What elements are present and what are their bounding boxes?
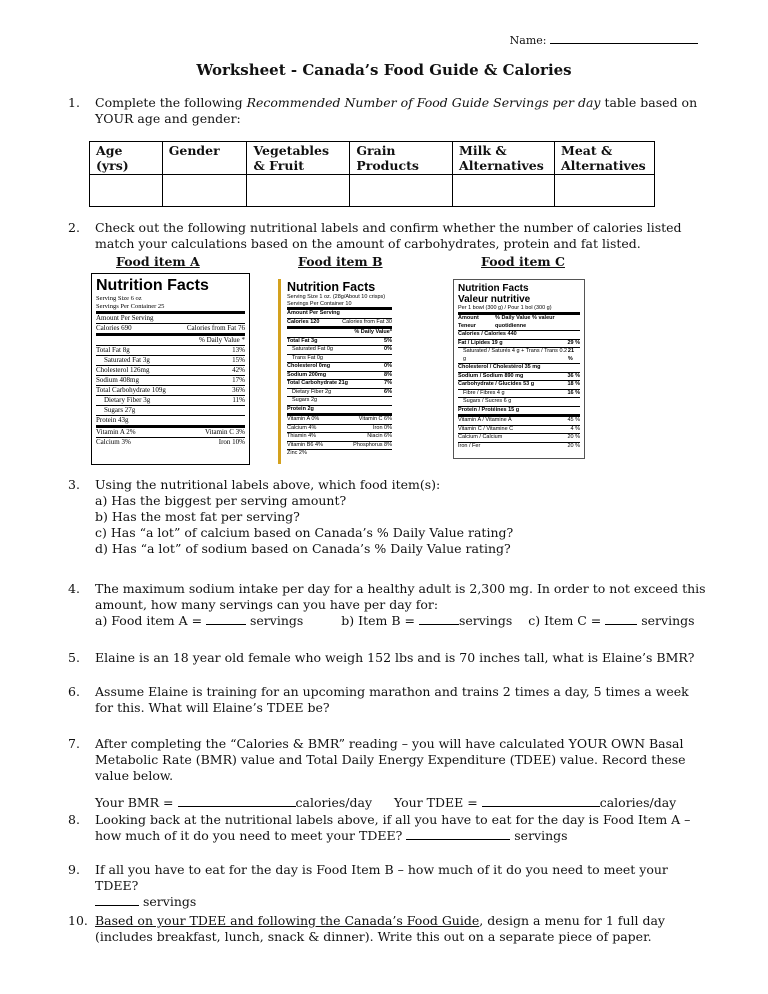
- label-title: Nutrition Facts: [96, 277, 209, 294]
- nutrient-row: Sodium / Sodium 890 mg 36 %: [458, 372, 580, 379]
- question-text: Complete the following Recommended Number of Food Guide Servings per day table based on YOUR age and gender:: [95, 95, 698, 126]
- answer-blank-a[interactable]: [206, 613, 246, 625]
- nutrient-row: Trans Fat 0g: [287, 354, 392, 363]
- worksheet-title: Worksheet - Canada’s Food Guide & Calories: [196, 61, 572, 79]
- nutrient-row: Saturated Fat 0g 0%: [287, 345, 392, 354]
- question-text: The maximum sodium intake per day for a healthy adult is 2,300 mg. In order to not exceed this amount, how many servings can you have per day for: a) Food item A = servings b) Item B = servings c) Item C = servings: [95, 581, 708, 629]
- tdee-blank[interactable]: [482, 795, 600, 807]
- nutrient-row: Sugars 27g: [96, 405, 245, 415]
- vitamin-row: Zinc 2%: [287, 449, 392, 458]
- vitamin-row: Calcium 3% Iron 10%: [96, 438, 245, 446]
- daily-value-header: % Daily Value *: [96, 333, 245, 345]
- sub-question: b) Has the most fat per serving?: [95, 509, 300, 524]
- vitamin-row: Vitamin A 2% Vitamin C 3%: [96, 425, 245, 437]
- vitamin-row: Vitamin B6 4% Phosphorus 8%: [287, 441, 392, 448]
- question-number: 6.: [68, 684, 80, 699]
- question-text: Check out the following nutritional labels and confirm whether the number of calories listed match your calculations based on the amount of carbohydrates, protein and fat listed.: [95, 220, 682, 251]
- nutrient-row: Dietary Fiber 3g 11%: [96, 395, 245, 405]
- question-text: Looking back at the nutritional labels above, if all you have to eat for the day is Food Item A – how much of it do you need to meet your TDEE? servings: [95, 812, 691, 843]
- vitamin-row: Calcium / Calcium 20 %: [458, 434, 580, 440]
- food-item-b-label: Food item B: [298, 254, 383, 269]
- question-4: [68, 581, 708, 629]
- col-milk-alternatives: Milk & Alternatives: [453, 142, 555, 175]
- answer-blank[interactable]: [406, 828, 510, 840]
- question-1: [68, 95, 708, 127]
- nutrient-row: Sugars 2g: [287, 396, 392, 405]
- sub-question: d) Has “a lot” of sodium based on Canada’s % Daily Value rating?: [95, 541, 511, 556]
- nutrient-row: Dietary Fiber 2g 6%: [287, 388, 392, 397]
- calories-row: Calories 690 Calories from Fat 76: [96, 324, 245, 332]
- nutrient-row: Sodium 200mg 8%: [287, 371, 392, 378]
- vitamin-row: Thiamin 4% Niacin 6%: [287, 433, 392, 439]
- serving-size: Serving Size 6 oz: [96, 295, 142, 302]
- calories-row: Calories 120 Calories from Fat 30: [287, 318, 392, 325]
- label-title: Nutrition Facts: [458, 283, 529, 294]
- cell-gender[interactable]: [162, 175, 247, 207]
- nutrient-row: Saturated / Saturés 4 g + Trans / Trans 0.2 g 21 %: [458, 347, 580, 363]
- question-5: [68, 650, 708, 666]
- vitamin-row: Vitamin C / Vitamine C 4 %: [458, 425, 580, 432]
- servings-per-container: Servings Per Container 25: [96, 303, 165, 310]
- question-number: 2.: [68, 220, 80, 235]
- servings-per-container: Servings Per Container 10: [287, 300, 352, 307]
- question-text: Assume Elaine is training for an upcoming marathon and trains 2 times a day, 5 times a week for this. What will Elaine’s TDEE be?: [95, 684, 689, 715]
- col-grain-products: Grain Products: [350, 142, 453, 175]
- question-number: 9.: [68, 862, 80, 877]
- cell-meat-alternatives[interactable]: [554, 175, 654, 207]
- nutrient-row: Protein 2g: [287, 405, 392, 414]
- nutrient-row: Total Fat 3g 5%: [287, 337, 392, 344]
- question-3: [68, 477, 708, 557]
- nutrition-label-a: [91, 273, 250, 465]
- question-number: 3.: [68, 477, 80, 492]
- question-number: 8.: [68, 812, 80, 827]
- nutrient-row: Protein 43g: [96, 415, 245, 425]
- question-text: Based on your TDEE and following the Canada’s Food Guide, design a menu for 1 full day (includes breakfast, lunch, snack & dinner). Write this out on a separate piece of paper.: [95, 913, 665, 944]
- cell-vegetables-fruit[interactable]: [247, 175, 350, 207]
- bmr-blank[interactable]: [178, 795, 296, 807]
- name-field: [510, 33, 698, 49]
- cell-milk-alternatives[interactable]: [453, 175, 555, 207]
- question-number: 7.: [68, 736, 80, 751]
- question-2: [68, 220, 708, 252]
- label-title-fr: Valeur nutritive: [458, 294, 531, 305]
- question-text: If all you have to eat for the day is Food Item B – how much of it do you need to meet your TDEE? servings: [95, 862, 668, 909]
- amount-per-serving: Amount Per Serving: [96, 311, 245, 323]
- question-10: [68, 913, 708, 945]
- daily-value-header: % Daily Value*: [287, 326, 392, 337]
- nutrition-label-b: [278, 279, 396, 464]
- cell-grain-products[interactable]: [350, 175, 453, 207]
- cell-age[interactable]: [90, 175, 163, 207]
- nutrient-row: Cholesterol / Cholestérol 35 mg: [458, 363, 580, 372]
- col-vegetables-fruit: Vegetables & Fruit: [247, 142, 350, 175]
- answer-blank[interactable]: [95, 894, 139, 906]
- nutrient-row: Fibre / Fibres 4 g 16 %: [458, 389, 580, 398]
- question-number: 1.: [68, 95, 80, 110]
- question-text: After completing the “Calories & BMR” reading – you will have calculated YOUR OWN Basal Metabolic Rate (BMR) value and Total Daily Energy Expenditure (TDEE) value. Record these value below. Your BMR = calories/day Your TDEE = calories/day: [95, 736, 708, 811]
- vitamin-row: Iron / Fer 20 %: [458, 442, 580, 449]
- nutrient-row: Calories / Calories 440: [458, 330, 580, 339]
- serving-size: Serving Size 1 oz. (28g/About 10 crisps): [287, 294, 386, 300]
- label-title: Nutrition Facts: [287, 280, 376, 294]
- col-meat-alternatives: Meat & Alternatives: [554, 142, 654, 175]
- col-gender: Gender: [162, 142, 247, 175]
- nutrient-row: Cholesterol 126mg 42%: [96, 366, 245, 374]
- serving-size: Per 1 bowl (300 g) / Pour 1 bol (300 g): [458, 305, 552, 311]
- daily-value-header: Amount Teneur % Daily Value % valeur quotidienne: [458, 312, 580, 330]
- nutrient-row: Saturated Fat 3g 15%: [96, 355, 245, 365]
- question-text: Elaine is an 18 year old female who weigh 152 lbs and is 70 inches tall, what is Elaine’s BMR?: [95, 650, 695, 665]
- nutrient-row: Protein / Protéines 15 g: [458, 406, 580, 415]
- name-blank[interactable]: [550, 33, 698, 44]
- question-9: [68, 862, 708, 910]
- answer-blank-c[interactable]: [605, 613, 637, 625]
- sub-question: a) Has the biggest per serving amount?: [95, 493, 347, 508]
- table-row: [90, 175, 655, 207]
- question-number: 5.: [68, 650, 80, 665]
- table-header-row: [90, 142, 655, 175]
- answer-blank-b[interactable]: [419, 613, 459, 625]
- nutrient-row: Total Carbohydrate 21g 7%: [287, 380, 392, 386]
- amount-per-serving: Amount Per Serving: [287, 307, 392, 318]
- vitamin-row: Calcium 4% Iron 0%: [287, 424, 392, 431]
- vitamin-row: Vitamin A 0% Vitamin C 6%: [287, 413, 392, 424]
- question-number: 4.: [68, 581, 80, 596]
- answer-line: Your BMR = calories/day Your TDEE = calories/day: [95, 795, 677, 810]
- nutrient-row: Sugars / Sucres 6 g: [458, 397, 580, 406]
- nutrient-row: Total Carbohydrate 109g 36%: [96, 386, 245, 394]
- food-item-a-label: Food item A: [116, 254, 200, 269]
- nutrient-row: Carbohydrate / Glucides 53 g 18 %: [458, 381, 580, 387]
- nutrient-row: Fat / Lipides 19 g 29 %: [458, 339, 580, 346]
- question-8: [68, 812, 708, 844]
- answer-line: a) Food item A = servings b) Item B = servings c) Item C = servings: [95, 613, 695, 628]
- nutrient-row: Sodium 408mg 17%: [96, 376, 245, 384]
- servings-table: [89, 141, 655, 207]
- food-item-c-label: Food item C: [481, 254, 565, 269]
- vitamin-row: Vitamin A / Vitamine A 45 %: [458, 414, 580, 425]
- nutrition-label-c: [453, 279, 585, 459]
- question-6: [68, 684, 708, 716]
- name-label: Name:: [509, 34, 547, 47]
- col-age: Age (yrs): [90, 142, 163, 175]
- nutrient-row: Total Fat 8g 13%: [96, 346, 245, 354]
- sub-question: c) Has “a lot” of calcium based on Canada’s % Daily Value rating?: [95, 525, 514, 540]
- question-number: 10.: [68, 913, 88, 928]
- question-text: Using the nutritional labels above, which food item(s): a) Has the biggest per serving amount? b) Has the most fat per serving? c) Has “a lot” of calcium based on Canada’s % Daily Value rating? d) Has “a lot” of sodium based on Canada’s % Daily Value rating?: [95, 477, 708, 557]
- nutrient-row: Cholesterol 0mg 0%: [287, 363, 392, 369]
- question-7: [68, 736, 708, 811]
